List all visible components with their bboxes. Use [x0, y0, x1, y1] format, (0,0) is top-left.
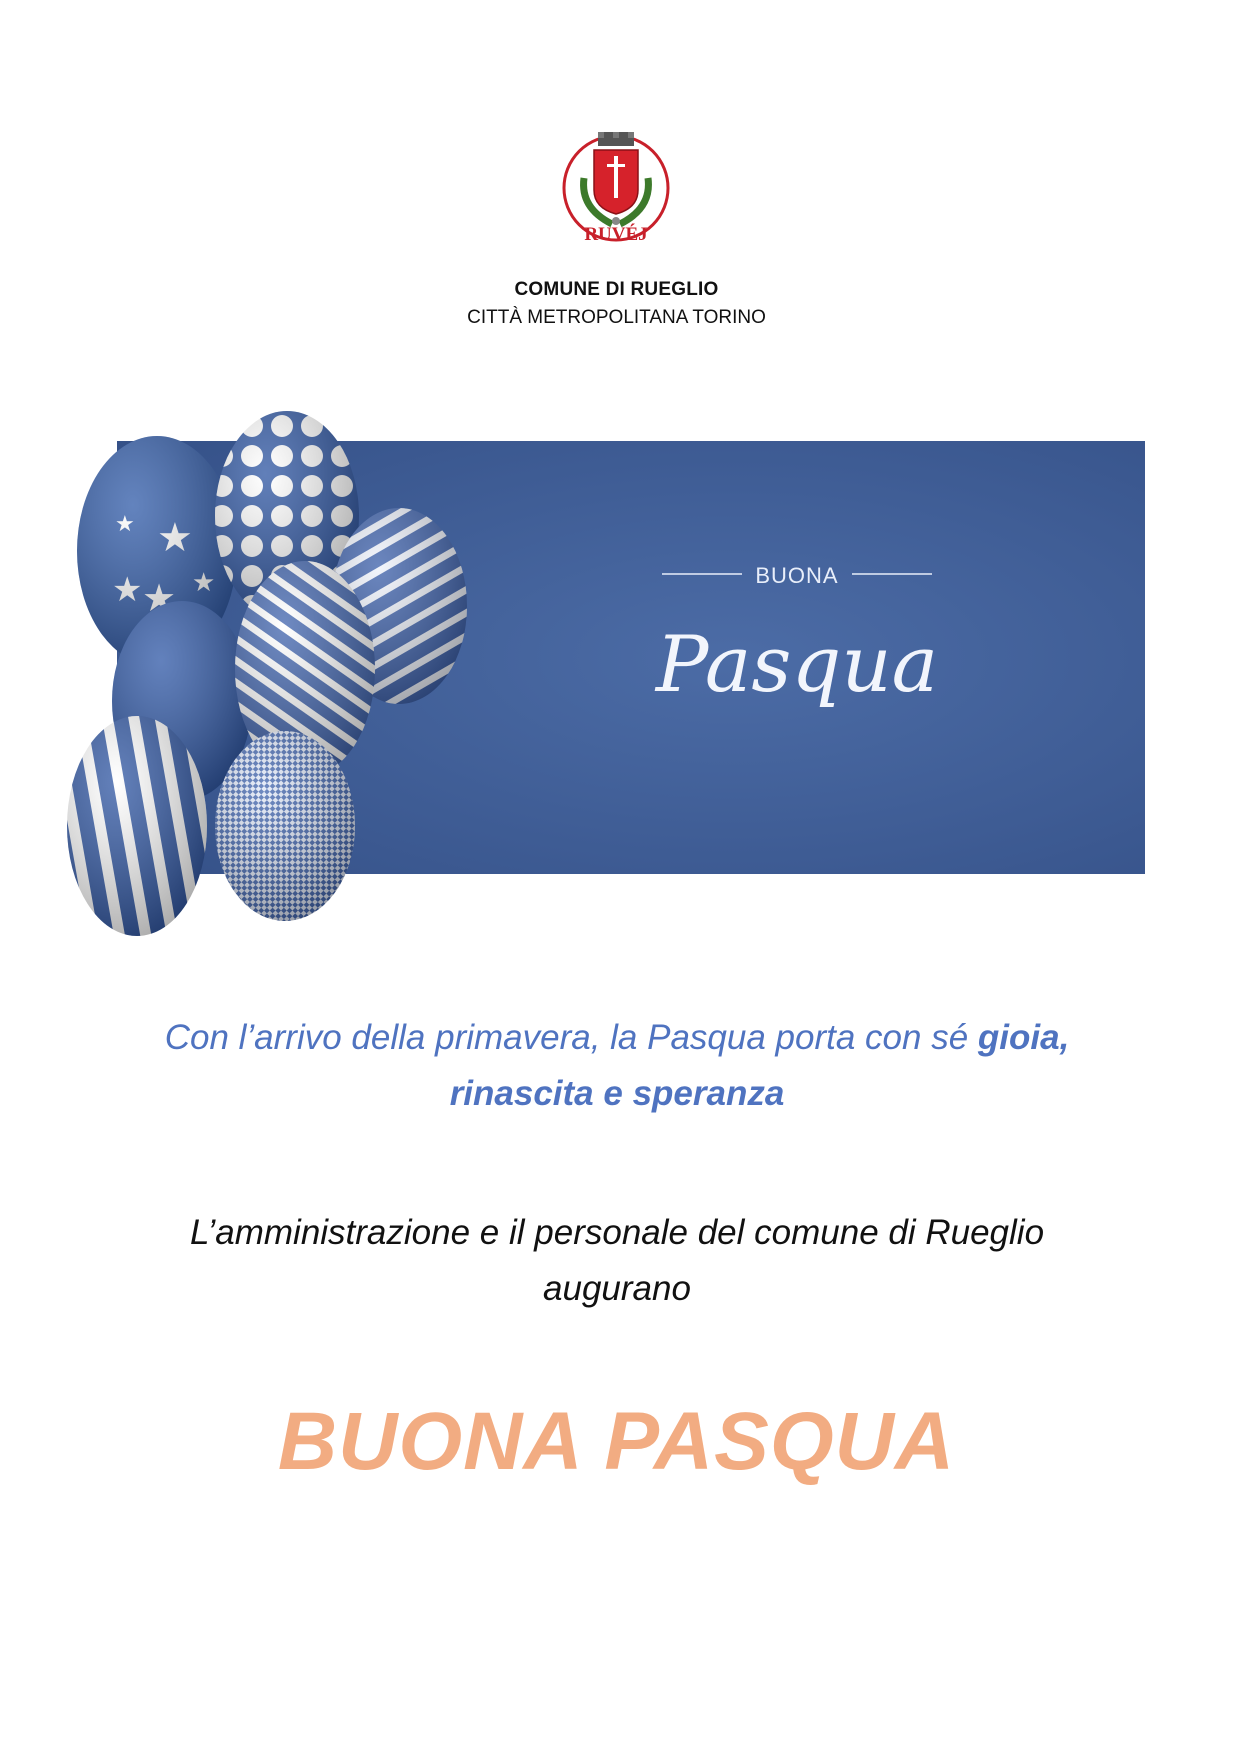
egg-checkered: [215, 731, 355, 921]
banner-pasqua-text: Pasqua: [655, 620, 939, 710]
spring-greeting: [117, 1010, 1117, 1122]
greeting-text: Con l’arrivo della primavera, la Pasqua porta con sé: [164, 1018, 978, 1057]
wishers-line-1: L’amministrazione e il personale del comune di Rueglio: [189, 1213, 1045, 1252]
easter-eggs-illustration: [117, 441, 1145, 874]
greeting-emphasis-2: rinascita e speranza: [449, 1074, 785, 1113]
egg-wide-stripes: [67, 716, 207, 936]
closing-greeting: BUONA PASQUA: [277, 1396, 956, 1487]
municipal-logo: [560, 128, 672, 246]
easter-banner: [117, 441, 1145, 874]
logo-text: RUVÉJ: [584, 224, 648, 245]
banner-buona-text: BUONA: [755, 563, 839, 588]
metropolitan-city: CITTÀ METROPOLITANA TORINO: [467, 307, 766, 328]
greeting-emphasis-1: gioia,: [977, 1018, 1070, 1057]
municipality-name: COMUNE DI RUEGLIO: [514, 279, 719, 300]
document-header: [0, 276, 1233, 332]
wishers-text: [117, 1205, 1117, 1317]
wishers-line-2: augurano: [543, 1269, 691, 1308]
